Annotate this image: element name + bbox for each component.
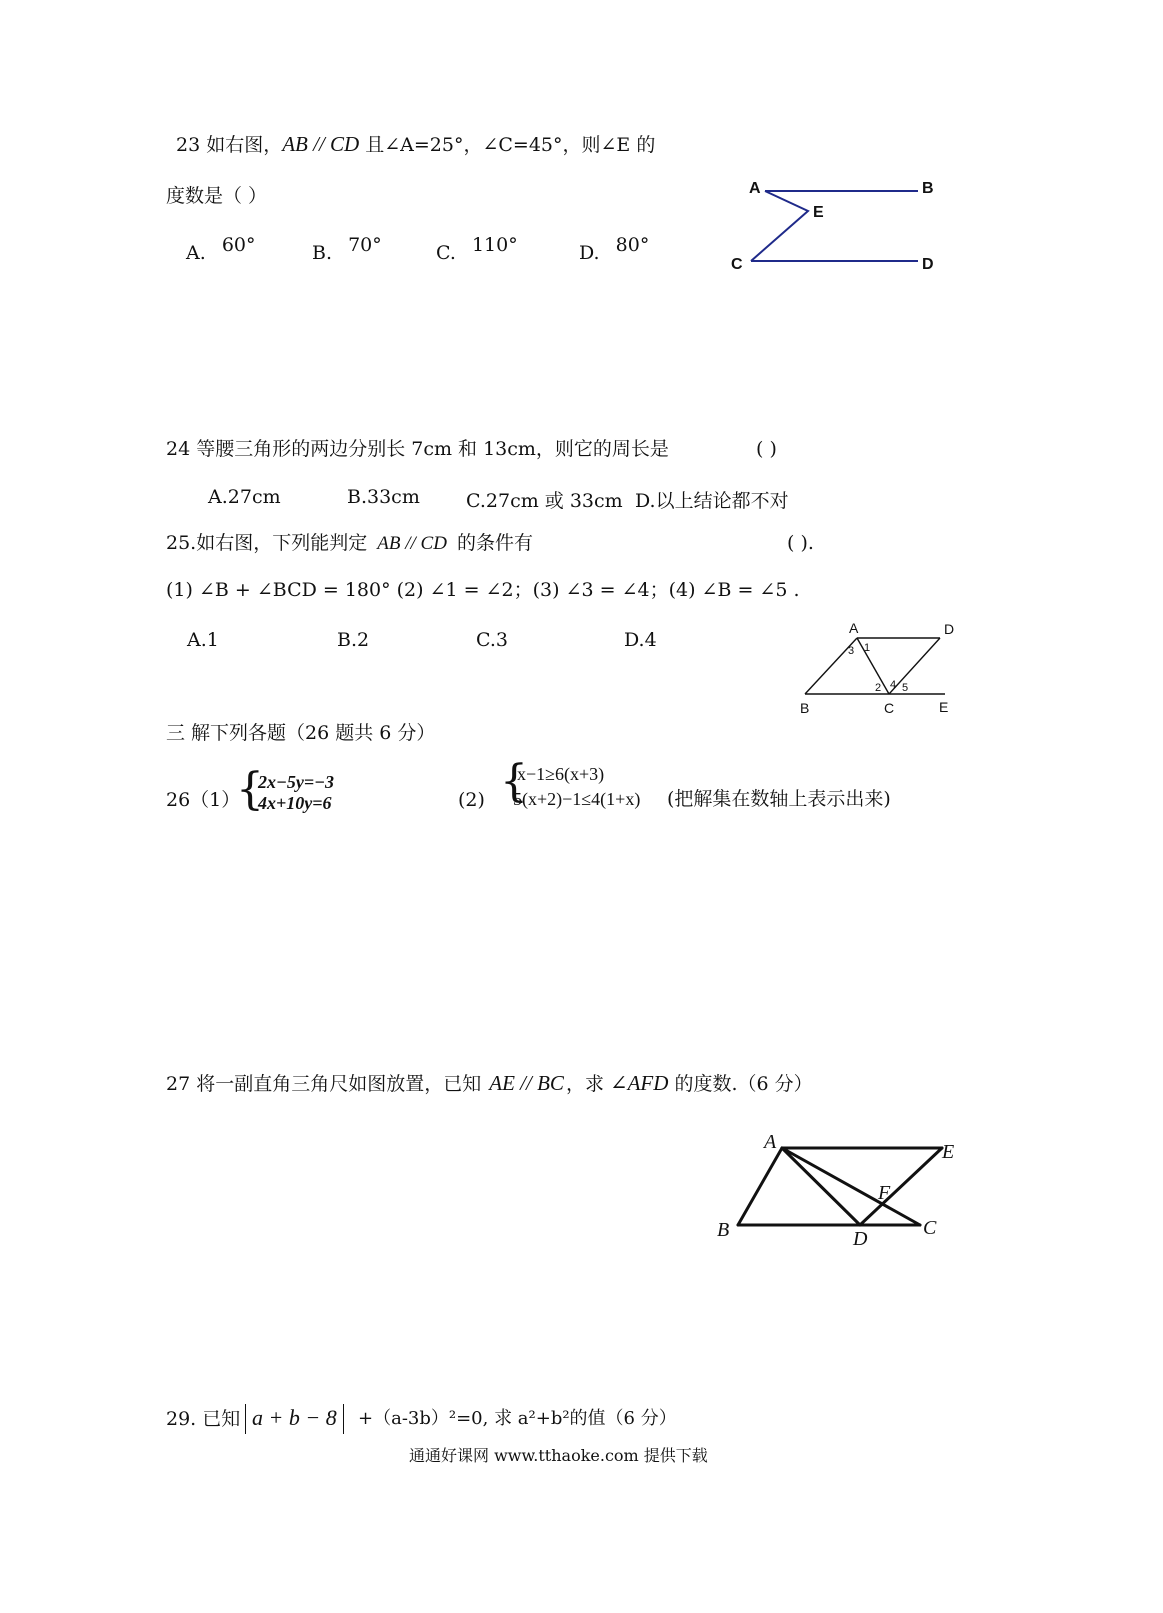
q27-condition: AE // BC (489, 1071, 564, 1095)
q29-abs-right-bar (343, 1404, 344, 1434)
q23-line1 (176, 134, 655, 155)
q27-angle: ∠AFD (610, 1071, 669, 1095)
q27-label-e: E (942, 1141, 955, 1163)
q25-line-ab (805, 638, 857, 694)
q26-label-2: (2) (458, 789, 485, 811)
q26-equation-2: 4x+10y=6 (258, 793, 332, 813)
q27-stem (166, 1073, 813, 1094)
q25-label-e: E (939, 699, 949, 715)
q26-brace-1: { (236, 764, 264, 815)
q23-prefix: 23 如右图， (176, 134, 283, 156)
q23-label-a: A (749, 180, 761, 197)
q23-label-e: E (813, 204, 824, 221)
q24-stem: 24 等腰三角形的两边分别长 7cm 和 13cm，则它的周长是 (166, 438, 669, 460)
q25-angle-4: 4 (890, 679, 897, 691)
q25-suffix: 的条件有 (456, 532, 533, 554)
q25-option-c: C.3 (476, 629, 508, 651)
q29-rest: +（a-3b）²=0, 求 a²+b²的值（6 分） (358, 1408, 677, 1429)
section-3-title: 三 解下列各题（26 题共 6 分） (166, 722, 436, 744)
q24-option-a: A.27cm (208, 486, 281, 508)
q23-option-b: B. 70° (312, 234, 382, 264)
q27-prefix: 27 将一副直角三角尺如图放置，已知 (166, 1073, 482, 1095)
q27-label-f: F (878, 1182, 891, 1204)
q27-line-ac (782, 1148, 920, 1225)
q24-paren: ( ) (756, 438, 777, 460)
q24-option-b: B.33cm (347, 486, 420, 508)
q25-condition: AB // CD (377, 533, 447, 554)
footer-text: 通通好课网 www.tthaoke.com 提供下载 (409, 1446, 708, 1465)
q25-label-a: A (849, 620, 859, 636)
q26-inequality-2: 5(x+2)−1≤4(1+x) (513, 789, 641, 809)
q27-line-ad (782, 1148, 860, 1225)
q27-line-ed (860, 1148, 942, 1225)
q25-option-d: D.4 (624, 629, 657, 651)
q27-suffix: 的度数.（6 分） (674, 1073, 813, 1095)
q24-option-d: D.以上结论都不对 (635, 490, 789, 512)
q23-option-a: A. 60° (186, 234, 256, 264)
q26-equation-1: 2x−5y=−3 (258, 772, 335, 792)
q25-paren: ( ). (787, 532, 814, 554)
q26-brace-2: { (500, 756, 528, 807)
q25-label-b: B (800, 700, 810, 716)
q29-prefix: 29. 已知 (166, 1408, 241, 1430)
q23-option-d: D. 80° (579, 234, 650, 264)
q23-label-b: B (922, 180, 934, 197)
q25-stem (166, 534, 533, 553)
q23-label-d: D (922, 256, 934, 273)
q23-condition: AB // CD (282, 132, 360, 156)
q25-angle-2: 2 (875, 682, 882, 694)
q27-label-c: C (923, 1217, 937, 1239)
q29-abs-left-bar (245, 1404, 246, 1434)
q25-line-ac (857, 638, 889, 694)
q23-option-c: C. 110° (436, 234, 518, 264)
q27-label-b: B (717, 1219, 730, 1241)
q23-label-c: C (731, 256, 743, 273)
q23-line2: 度数是（ ） (166, 185, 268, 207)
q26-note: (把解集在数轴上表示出来) (667, 788, 891, 810)
q27-label-d: D (853, 1228, 868, 1250)
q27-line-ab (738, 1148, 782, 1225)
q25-line-dc (889, 638, 940, 694)
q23-line-ae-ec (751, 191, 808, 261)
q25-option-b: B.2 (337, 629, 370, 651)
q25-label-c: C (884, 700, 895, 716)
q25-prefix: 25.如右图，下列能判定 (166, 532, 368, 554)
q27-label-a: A (764, 1131, 777, 1153)
q26-label: 26（1） (166, 789, 241, 811)
q23-rest: 且∠A=25°，∠C=45°，则∠E 的 (365, 134, 656, 156)
q25-angle-1: 1 (864, 642, 871, 654)
q24-option-c: C.27cm 或 33cm (466, 490, 623, 512)
q25-angle-3: 3 (848, 645, 855, 657)
q25-label-d: D (944, 621, 955, 637)
q25-conditions: (1) ∠B + ∠BCD = 180° (2) ∠1 = ∠2；(3) ∠3 = ∠4；(4) ∠B = ∠5 . (166, 579, 800, 601)
q25-angle-5: 5 (902, 682, 909, 694)
q26-inequality-1: x−1≥6(x+3) (517, 764, 605, 784)
q27-mid: ，求 (565, 1073, 604, 1095)
q25-option-a: A.1 (187, 629, 219, 651)
q29-abs-expression: a + b − 8 (252, 1405, 337, 1430)
